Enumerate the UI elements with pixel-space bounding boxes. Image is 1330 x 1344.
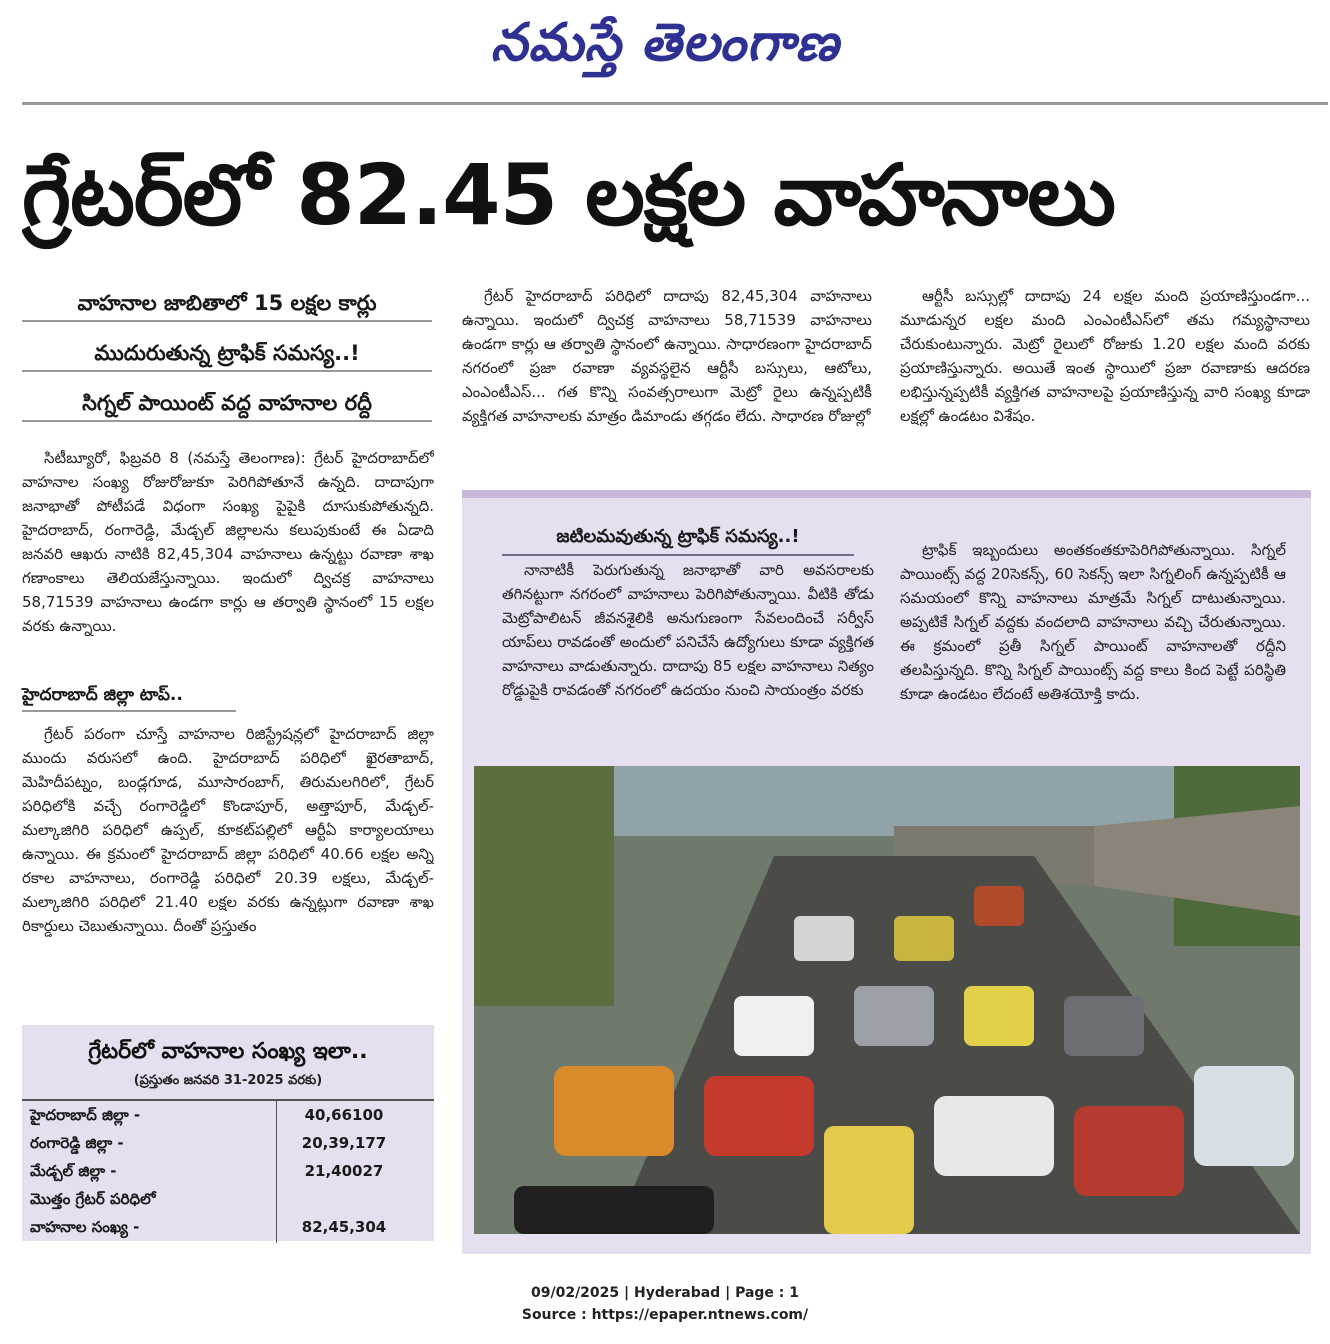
vehicle-stats-box [22, 1025, 434, 1241]
stats-row-label: మేడ్చల్ జిల్లా - [30, 1162, 117, 1180]
stats-row-label: హైదరాబాద్ జిల్లా - [30, 1106, 141, 1124]
article-col1-body [22, 722, 434, 1012]
photo-bus [974, 886, 1024, 926]
footer-source: Source : https://epaper.ntnews.com/ [521, 1307, 809, 1323]
section-head-hyderabad-top: హైదరాబాద్ జిల్లా టాప్.. [22, 680, 236, 712]
sidebar-col-right [900, 538, 1286, 762]
masthead-rule [22, 102, 1328, 105]
stats-row-value: 82,45,304 [301, 1218, 387, 1236]
stats-row-value: 40,66100 [304, 1106, 384, 1124]
stats-row [22, 1185, 434, 1213]
photo-car [1074, 1106, 1184, 1196]
photo-car [1194, 1066, 1294, 1166]
photo-car [854, 986, 934, 1046]
photo-auto [824, 1126, 914, 1234]
article-paragraph: సిటీబ్యూరో, ఫిబ్రవరి 8 (నమస్తే తెలంగాణ): గ్రేటర్ హైదరాబాద్‌లో వాహనాల సంఖ్య రోజురోజుకూ పెరిగిపోతూనే ఉన్నది. దాదాపుగా జనాభాతో పోటీపడే విధంగా సంఖ్య పైపైకి దూసుకుపోతున్నది. హైదరాబాద్, రంగారెడ్డి, మేడ్చల్ జిల్లాలను కలుపుకుంటే ఈ ఏడాది జనవరి ఆఖరు నాటికి 82,45,304 వాహనాలు ఉన్నట్టు రవాణా శాఖ గణాంకాలు తెలియజేస్తున్నాయి. ఇందులో ద్విచక్ర వాహనాలు 58,71539 వాహనాలు ఉండగా కార్లు ఆ తర్వాతి స్థానంలో 15 లక్షల వరకు ఉన్నాయి. [22, 449, 434, 635]
stats-row [22, 1213, 434, 1241]
article-col2 [462, 284, 872, 480]
stats-row-value: 21,40027 [304, 1162, 384, 1180]
subhead-2: ముదురుతున్న ట్రాఫిక్ సమస్య..! [22, 336, 432, 372]
article-col1-intro [22, 446, 434, 668]
article-paragraph: నానాటికీ పెరుగుతున్న జనాభాతో వారి అవసరాలకు తగినట్టుగా నగరంలో వాహనాలు పెరిగిపోతున్నాయి. వీటికి తోడు మెట్రోపాలిటన్ జీవనశైలికి అనుగుణంగా సేవలందించే సర్వీస్ యాప్‌లు రావడంతో అందులో పనిచేసే ఉద్యోగులు కూడా వ్యక్తిగత వాహనాలు వాడుతున్నారు. దాదాపు 85 లక్షల వాహనాలు నిత్యం రోడ్డుపైకి రావడంతో నగరంలో ఉదయం నుంచి సాయంత్రం వరకు [502, 561, 874, 699]
subhead-3: సిగ్నల్ పాయింట్ వద్ద వాహనాల రద్దీ [22, 386, 432, 422]
photo-car [794, 916, 854, 961]
photo-auto [964, 986, 1034, 1046]
photo-car [734, 996, 814, 1056]
photo-car [514, 1186, 714, 1234]
stats-row [22, 1157, 434, 1185]
photo-auto [554, 1066, 674, 1156]
stats-row-value: 20,39,177 [301, 1134, 387, 1152]
sidebar-heading: జటిలమవుతున్న ట్రాఫిక్ సమస్య..! [502, 520, 854, 556]
subhead-1: వాహనాల జాబితాలో 15 లక్షల కార్లు [22, 286, 432, 322]
photo-auto [894, 916, 954, 961]
article-paragraph: ఆర్టీసీ బస్సుల్లో దాదాపు 24 లక్షల మంది ప్రయాణిస్తుండగా... మూడున్నర లక్షల మంది ఎంఎంటీఎస్‌లో తమ గమ్యస్థానాలు చేరుకుంటున్నారు. మెట్రో రైలులో రోజుకు 1.20 లక్షల మంది వరకు ప్రయాణిస్తున్నారు. అయితే ఇంత స్థాయిలో ప్రజా రవాణాకు ఆదరణ లభిస్తున్నప్పటికీ వ్యక్తిగత వాహనాలపై ప్రయాణిస్తున్న వారి సంఖ్య కూడా లక్షల్లో ఉండటం విశేషం. [900, 287, 1310, 425]
stats-title: గ్రేటర్‌లో వాహనాల సంఖ్య ఇలా.. [88, 1039, 368, 1064]
masthead-logo: నమస్తే తెలంగాణ [490, 12, 840, 73]
stats-row-label: వాహనాల సంఖ్య - [30, 1218, 140, 1236]
sidebar-col-left [502, 558, 874, 762]
stats-subtitle: (ప్రస్తుతం జనవరి 31-2025 వరకు) [133, 1073, 323, 1088]
stats-table [22, 1099, 434, 1243]
photo-car [704, 1076, 814, 1156]
traffic-photo-illustration [474, 766, 1300, 1234]
traffic-photo [474, 766, 1300, 1234]
main-headline: గ్రేటర్‌లో 82.45 లక్షల వాహనాలు [22, 146, 1115, 244]
stats-row [22, 1129, 434, 1157]
photo-trees-left [474, 766, 614, 1006]
photo-car [1064, 996, 1144, 1056]
article-paragraph: ట్రాఫిక్ ఇబ్బందులు అంతకంతకూపెరిగిపోతున్నాయి. సిగ్నల్ పాయింట్స్ వద్ద 20సెకన్స్, 60 సెకన్స్ ఇలా సిగ్నలింగ్ ఉన్నప్పటికీ ఆ సమయంలో కొన్ని వాహనాలు మాత్రమే సిగ్నల్ దాటుతున్నాయి. అప్పటికే సిగ్నల్ వద్దకు వందలాది వాహనాలు వచ్చి చేరుతున్నాయి. ఈ క్రమంలో ప్రతీ సిగ్నల్ పాయింట్ వాహనాలతో రద్దీని తలపిస్తున్నది. కొన్ని సిగ్నల్ పాయింట్స్ వద్ద కాలు కింద పెట్టే పరిస్థితి కూడా ఉండటం లేదంటే అతిశయోక్తి కాదు. [900, 541, 1286, 703]
article-col3 [900, 284, 1310, 480]
article-paragraph: గ్రేటర్ పరంగా చూస్తే వాహనాల రిజిస్ట్రేషన్లలో హైదరాబాద్ జిల్లా ముందు వరుసలో ఉంది. హైదరాబాద్ పరిధిలో ఖైరతాబాద్, మెహిదీపట్నం, బండ్లగూడ, మూసారంబాగ్, తిరుమలగిరిలో, గ్రేటర్ పరిధిలోకి వచ్చే రంగారెడ్డిలో కొండాపూర్, అత్తాపూర్, మేడ్చల్-మల్కాజిగిరి పరిధిలో ఉప్పల్, కూకట్‌పల్లిలో ఆర్టీఏ కార్యాలయాలు ఉన్నాయి. ఈ క్రమంలో హైదరాబాద్ జిల్లా పరిధిలో 40.66 లక్షల అన్ని రకాల వాహనాలు, రంగారెడ్డి పరిధిలో 20.39 లక్షలు, మేడ్చల్-మల్కాజిగిరి పరిధిలో 21.40 లక్షల వరకు ఉన్నట్లుగా రవాణా శాఖ రికార్డులు చెబుతున్నాయి. దీంతో ప్రస్తుతం [22, 725, 434, 935]
stats-row [22, 1101, 434, 1129]
traffic-sidebar-box [462, 490, 1311, 1254]
article-paragraph: గ్రేటర్ హైదరాబాద్ పరిధిలో దాదాపు 82,45,304 వాహనాలు ఉన్నాయి. ఇందులో ద్విచక్ర వాహనాలు 58,71539 వాహనాలు ఉండగా కార్లు ఆ తర్వాతి స్థానంలో ఉన్నాయి. సాధారణంగా హైదరాబాద్ నగరంలో ప్రజా రవాణా వ్యవస్థలైన ఆర్టీసీ బస్సులు, ఆటోలు, ఎంఎంటీఎస్... గత కొన్ని సంవత్సరాలుగా మెట్రో రైలు ఉన్నప్పటికీ వ్యక్తిగత వాహనాలకు మాత్రం డిమాండు తగ్గడం లేదు. సాధారణ రోజుల్లో [462, 287, 872, 425]
stats-row-label: మొత్తం గ్రేటర్ పరిధిలో [30, 1190, 156, 1208]
photo-car [934, 1096, 1054, 1176]
footer-date: 09/02/2025 | Hyderabad | Page : 1 [530, 1285, 800, 1301]
stats-row-label: రంగారెడ్డి జిల్లా - [30, 1134, 124, 1152]
